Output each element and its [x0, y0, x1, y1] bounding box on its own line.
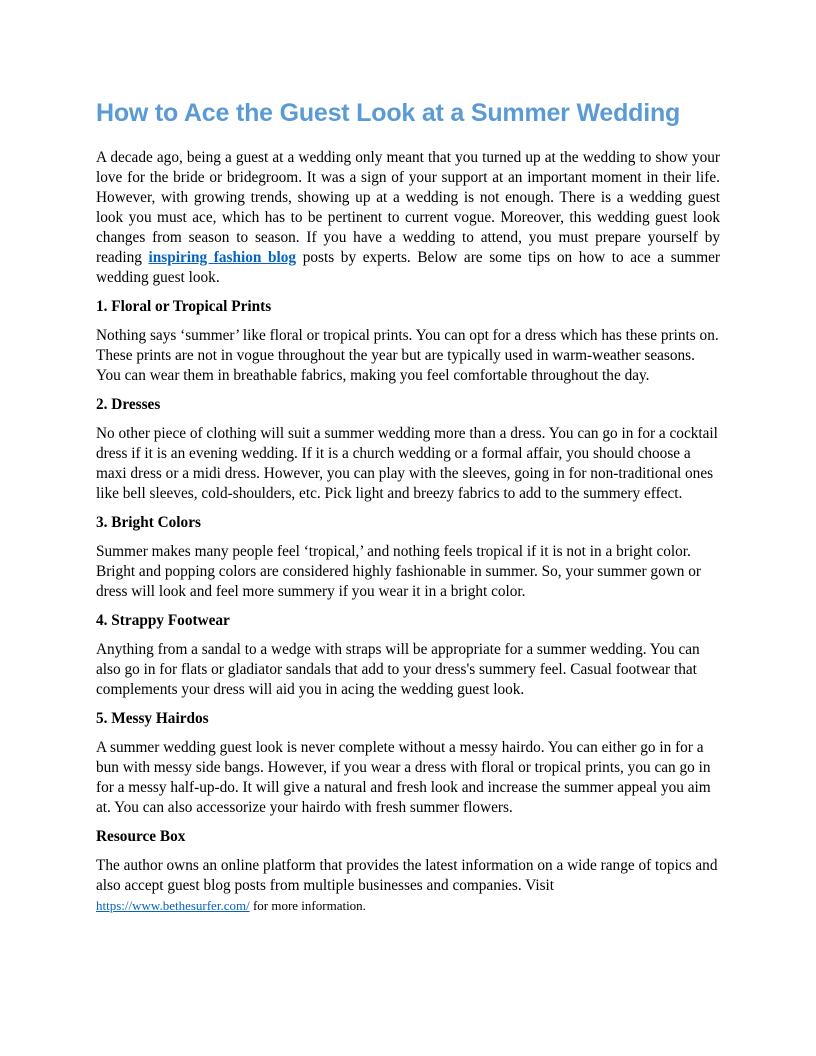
section-heading: 2. Dresses: [96, 396, 161, 413]
intro-paragraph: [96, 148, 720, 288]
resource-box-after-link: for more information.: [249, 898, 366, 913]
intro-text-after-link: posts by experts. Below are some tips on how to ace a summer wedding guest look.: [96, 249, 720, 286]
section-body: A summer wedding guest look is never complete without a messy hairdo. You can either go in for a bun with messy side bangs. However, if you wear a dress with floral or tropical prints, you can go in for a messy half-up-do. It will give a natural and fresh look and increase the summer appeal you aim at. You can also accessorize your hairdo with fresh summer flowers.: [96, 739, 711, 816]
section-heading: 1. Floral or Tropical Prints: [96, 298, 272, 315]
intro-text-before-link: A decade ago, being a guest at a wedding only meant that you turned up at the wedding to show your love for the bride or bridegroom. It was a sign of your support at an important moment in their life. However, with growing trends, showing up at a wedding is not enough. There is a wedding guest look you must ace, which has to be pertinent to current vogue. Moreover, this wedding guest look changes from season to season. If you have a wedding to attend, you must prepare yourself by reading: [96, 149, 720, 266]
resource-box-text: The author owns an online platform that provides the latest information on a wide range of topics and also accept guest blog posts from multiple businesses and companies. Visit: [96, 857, 718, 894]
resource-box-heading: Resource Box: [96, 828, 186, 845]
bethesurfer-link[interactable]: https://www.bethesurfer.com/: [96, 898, 250, 913]
section-strappy-footwear: [96, 611, 720, 700]
resource-box-footline: [96, 898, 366, 913]
section-dresses: [96, 395, 720, 504]
section-heading: 3. Bright Colors: [96, 514, 201, 531]
inspiring-fashion-blog-link[interactable]: inspiring fashion blog: [148, 249, 297, 266]
section-floral-prints: [96, 297, 720, 386]
section-heading: 4. Strappy Footwear: [96, 612, 230, 629]
section-heading: 5. Messy Hairdos: [96, 710, 209, 727]
resource-box-body: [96, 856, 720, 916]
section-messy-hairdos: [96, 709, 720, 818]
section-body: Nothing says ‘summer’ like floral or tropical prints. You can opt for a dress which has these prints on. These prints are not in vogue throughout the year but are typically used in warm-weather seasons. You can wear them in breathable fabrics, making you feel comfortable throughout the day.: [96, 327, 719, 384]
document-title: How to Ace the Guest Look at a Summer Wedding: [96, 99, 681, 127]
resource-box: [96, 827, 720, 916]
section-bright-colors: [96, 513, 720, 602]
section-body: Summer makes many people feel ‘tropical,’ and nothing feels tropical if it is not in a bright color. Bright and popping colors are considered highly fashionable in summer. So, your summer gown or dress will look and feel more summery if you wear it in a bright color.: [96, 543, 701, 600]
section-body: Anything from a sandal to a wedge with straps will be appropriate for a summer wedding. You can also go in for flats or gladiator sandals that add to your dress's summery feel. Casual footwear that complements your dress will aid you in acing the wedding guest look.: [96, 641, 700, 698]
section-body: No other piece of clothing will suit a summer wedding more than a dress. You can go in for a cocktail dress if it is an evening wedding. If it is a church wedding or a formal affair, you should choose a maxi dress or a midi dress. However, you can play with the sleeves, going in for non-traditional ones like bell sleeves, cold-shoulders, etc. Pick light and breezy fabrics to add to the summery effect.: [96, 425, 718, 502]
document-page: [96, 96, 720, 916]
